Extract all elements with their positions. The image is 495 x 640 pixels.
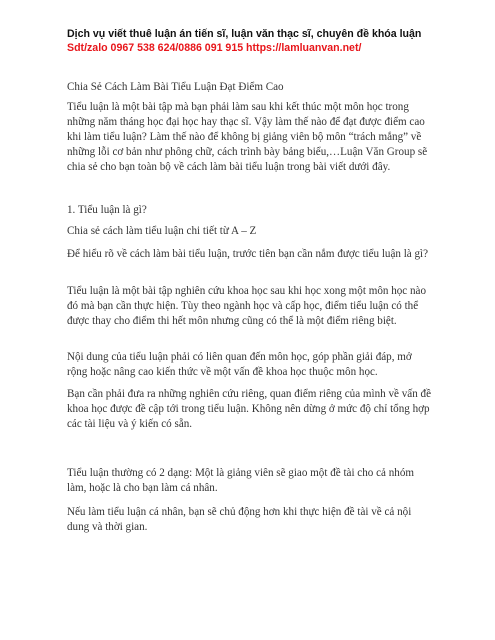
understand-paragraph: Để hiểu rõ về cách làm bài tiểu luận, trước tiên bạn cần nắm được tiểu luận là gì? — [67, 248, 429, 260]
header-contact-line: Sdt/zalo 0967 538 624/0886 091 915 https://lamluanvan.net/ — [67, 42, 362, 54]
header-service-line: Dịch vụ viết thuê luận án tiến sĩ, luận văn thạc sĩ, chuyên đề khóa luận — [67, 28, 422, 40]
document-title: Chia Sẻ Cách Làm Bài Tiểu Luận Đạt Điểm Cao — [67, 81, 284, 93]
types-paragraph: Tiểu luận thường có 2 dạng: Một là giảng viên sẽ giao một đề tài cho cả nhóm làm, hoặc là cho bạn làm cá nhân. — [67, 467, 414, 494]
content-paragraph: Nội dung của tiểu luận phải có liên quan đến môn học, góp phần giải đáp, mở rộng hoặc nâng cao kiến thức về một vấn đề khoa học thuộc môn học. — [67, 351, 412, 378]
intro-paragraph: Tiểu luận là một bài tập mà bạn phải làm sau khi kết thúc một môn học trong những năm tháng học đại học hay thạc sĩ. Vậy làm thế nào để đạt được điểm cao khi làm tiểu luận? Làm thế nào để không bị giảng viên bộ môn “trách mắng” về những lỗi cơ bản như phông chữ, cách trình bày bảng biểu,…Luận Văn Group sẽ chia sẻ cho bạn toàn bộ về cách làm bài tiểu luận trong bài viết dưới đây. — [67, 101, 428, 173]
research-paragraph: Bạn cần phải đưa ra những nghiên cứu riêng, quan điểm riêng của mình về vấn đề khoa học được đề cập tới trong tiểu luận. Không nên dừng ở mức độ chỉ tổng hợp các tài liệu và ý kiến có sẵn. — [67, 388, 431, 430]
page-header — [67, 27, 487, 55]
individual-paragraph: Nếu làm tiểu luận cá nhân, bạn sẽ chủ động hơn khi thực hiện đề tài về cả nội dung và thời gian. — [67, 506, 412, 533]
section-heading: 1. Tiểu luận là gì? — [67, 204, 147, 216]
subheading: Chia sẻ cách làm tiểu luận chi tiết từ A – Z — [67, 225, 257, 237]
definition-paragraph: Tiểu luận là một bài tập nghiên cứu khoa học sau khi học xong một môn học nào đó mà bạn cần thực hiện. Tùy theo ngành học và cấp học, điểm tiểu luận có thể được thay cho điểm thi hết môn nhưng cũng có thể là một điểm riêng biệt. — [67, 285, 427, 327]
